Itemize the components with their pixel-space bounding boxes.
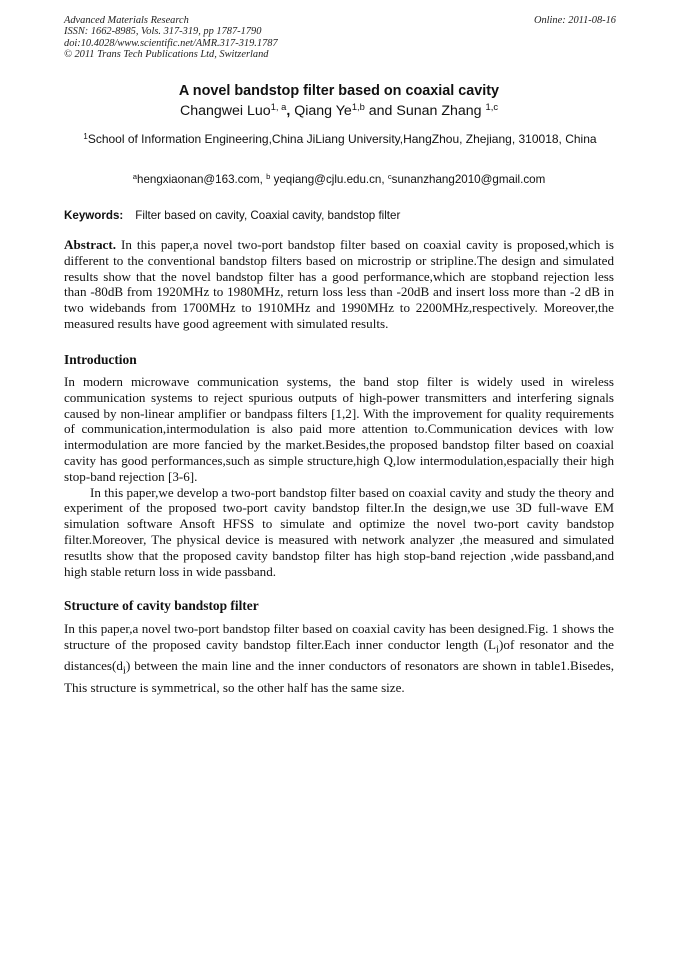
affiliation xyxy=(74,129,606,150)
email-superscript: c xyxy=(387,171,392,181)
introduction-heading: Introduction xyxy=(64,352,137,367)
doi-line: doi:10.4028/www.scientific.net/AMR.317-319.1787 xyxy=(64,37,278,49)
author-name: Qiang Ye xyxy=(290,103,352,119)
journal-header xyxy=(64,15,616,60)
introduction-paragraph-2 xyxy=(64,485,614,580)
abstract-paragraph xyxy=(64,237,614,332)
structure-text: In this paper,a novel two-port bandstop filter based on coaxial cavity has been designed.Fig. 1 shows the structure of the proposed cavity bandstop filter.Each inner conductor length (L xyxy=(64,621,614,652)
email-superscript: a xyxy=(132,171,137,181)
abstract-label: Abstract. xyxy=(64,237,116,252)
paper-title: A novel bandstop filter based on coaxial cavity xyxy=(178,83,500,99)
issn-line: ISSN: 1662-8985, Vols. 317-319, pp 1787-1790 xyxy=(64,26,262,38)
affiliation-text: School of Information Engineering,China JiLiang University,HangZhou, Zhejiang, 310018, China xyxy=(87,132,597,146)
structure-paragraph xyxy=(64,621,614,695)
subscript: i xyxy=(496,643,500,656)
structure-heading: Structure of cavity bandstop filter xyxy=(64,598,259,613)
subscript: i xyxy=(122,664,126,677)
affiliation-number: 1 xyxy=(83,131,88,141)
abstract-text: In this paper,a novel two-port bandstop filter based on coaxial cavity is proposed,which is different to the conventional bandstop filters based on microstrip or stripline.The design and simulated results show that the novel bandstop filter has a good performance,which are stopband rejection less than -80dB from 1920MHz to 1980MHz, return loss less than -20dB and insert loss more than -2 dB in two widebands from 1700MHz to 1910MHz and 1990MHz to 2200MHz,respectively. Moreover,the measured results have good agreement with simulated results. xyxy=(64,237,614,331)
keywords-line xyxy=(64,208,616,224)
author-superscript: 1,c xyxy=(485,101,499,112)
introduction-paragraph-1: In modern microwave communication systems, the band stop filter is widely used in wireless communication systems to reject spurious outputs of high-power transmitters and interfering signals caused by non-linear amplifier or bandpass filters [1,2]. With the improvement for quality requirements of communication,intermodulation is also paid more attention to.Communication devices with low intermodulation are more fancied by the market.Besides,the proposed bandstop filter based on coaxial cavity has good performances,such as simple structure,high Q,low intermodulation,espacially their high stop-band rejection [3-6]. xyxy=(64,374,614,484)
email-address: hengxiaonan@163.com, xyxy=(137,173,267,186)
author-name: and Sunan Zhang xyxy=(364,103,486,119)
structure-text: )of resonator and the distances(d xyxy=(64,636,614,674)
author-superscript: 1,b xyxy=(351,101,365,112)
introduction-paragraph-2-text: In this paper,we develop a two-port bandstop filter based on coaxial cavity and study the theory and experiment of the proposed two-port cavity bandstop filter.In the design,we use 3D full-wave EM simulation software Ansoft HFSS to simulate and optimize the novel two-port cavity bandstop filter.Moreover, The physical device is measured with network analyzer ,the measured and simulated resutlts show that the proposed cavity bandstop filter has high stop-band rejection ,wide passband,and high stable return loss in wide passband. xyxy=(64,484,614,579)
email-list xyxy=(0,172,678,188)
copyright-line: © 2011 Trans Tech Publications Ltd, Switzerland xyxy=(64,48,269,60)
author-separator: , xyxy=(286,103,291,119)
online-date: Online: 2011-08-16 xyxy=(533,15,616,26)
structure-text: ) between the main line and the inner conductors of resonators are shown in table1.Bisedes, This structure is symmetrical, so the other half has the same size. xyxy=(64,658,614,695)
author-name: Changwei Luo xyxy=(179,103,271,119)
author-list xyxy=(0,102,678,120)
introduction-body xyxy=(64,374,614,579)
email-address: yeqiang@cjlu.edu.cn, xyxy=(270,173,388,186)
journal-name: Advanced Materials Research xyxy=(64,15,189,26)
keywords-label: Keywords: xyxy=(64,209,124,222)
keywords-text: Filter based on cavity, Coaxial cavity, bandstop filter xyxy=(135,209,401,222)
email-superscript: b xyxy=(266,171,271,181)
author-superscript: 1, a xyxy=(270,101,287,112)
email-address: sunanzhang2010@gmail.com xyxy=(391,173,546,186)
